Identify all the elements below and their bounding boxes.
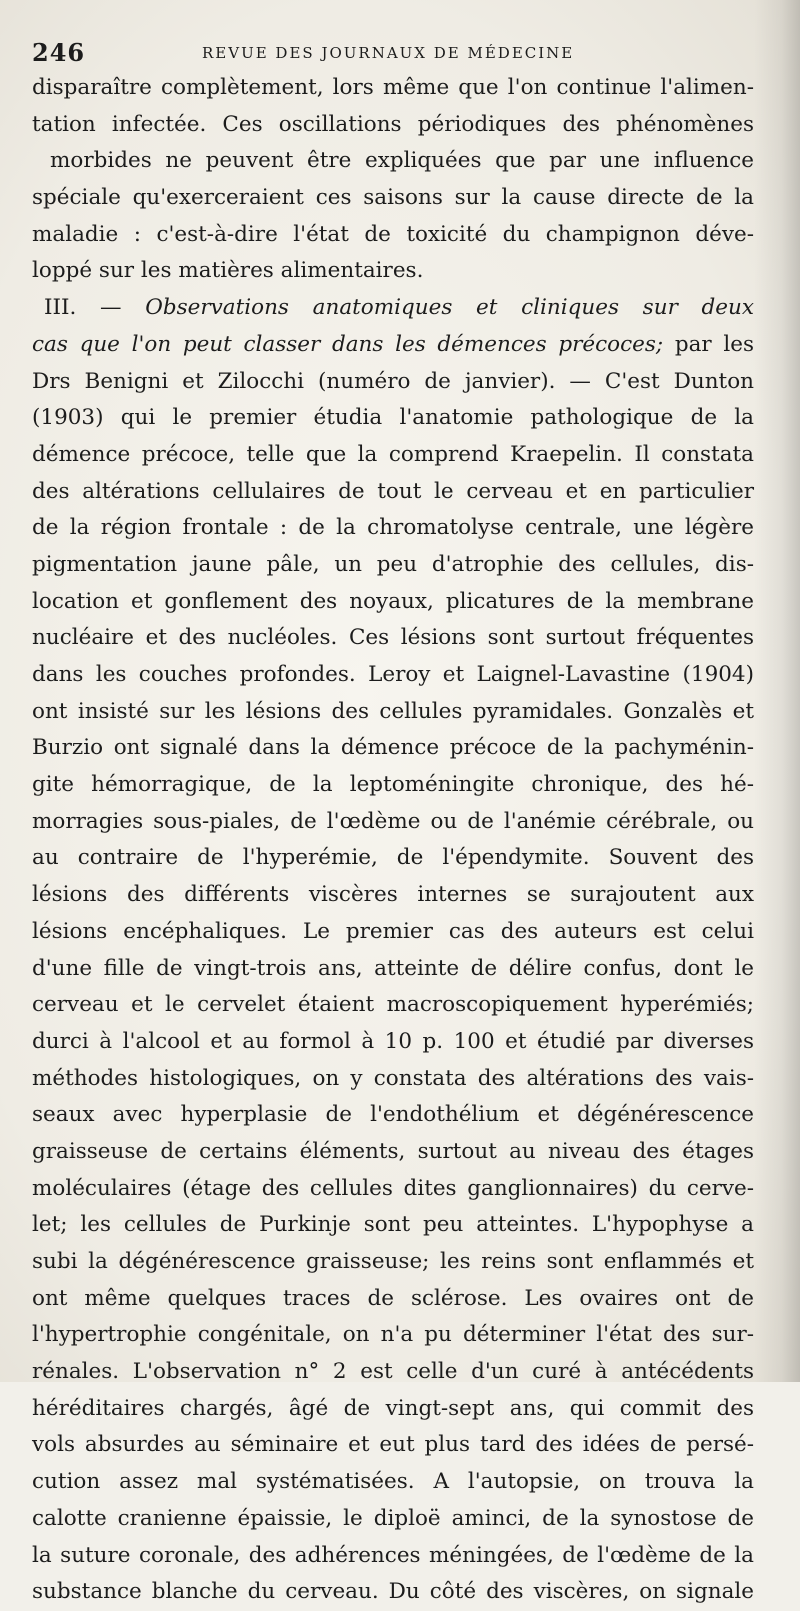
text-line: méthodes histologiques, on y constata des altérations des vais- <box>32 1065 754 1091</box>
text-line: Drs Benigni et Zilocchi (numéro de janvier). — C'est Dunton <box>32 368 754 394</box>
text-line: vols absurdes au séminaire et eut plus tard des idées de persé- <box>32 1432 754 1458</box>
text-line: seaux avec hyperplasie de l'endothélium et dégénérescence <box>32 1102 754 1128</box>
text-line: tation infectée. Ces oscillations périodiques des phénomènes <box>32 111 754 137</box>
text-line: disparaître complètement, lors même que l'on continue l'alimen- <box>32 75 754 100</box>
text-line: d'une fille de vingt-trois ans, atteinte de délire confus, dont le <box>32 955 754 981</box>
text-line: gite hémorragique, de la leptoméningite chronique, des hé- <box>32 772 754 798</box>
text-line: rénales. L'observation n° 2 est celle d'un curé à antécédents <box>32 1359 754 1385</box>
text-line: Burzio ont signalé dans la démence précoce de la pachyménin- <box>32 735 754 761</box>
article-title: Observations anatomiques et cliniques sur deux <box>145 295 754 321</box>
text-line: morragies sous-piales, de l'œdème ou de l'anémie cérébrale, ou <box>32 808 754 834</box>
section-dash: — <box>100 295 122 321</box>
section-heading-line <box>32 290 754 327</box>
text-line: graisseuse de certains éléments, surtout au niveau des étages <box>32 1138 754 1164</box>
text-line: substance blanche du cerveau. Du côté des viscères, on signale <box>32 1579 754 1605</box>
text-line <box>32 327 754 364</box>
text-line: la suture coronale, des adhérences méningées, de l'œdème de la <box>32 1542 754 1568</box>
text-line: (1903) qui le premier étudia l'anatomie pathologique de la <box>32 405 754 431</box>
text-span: par les <box>674 331 754 357</box>
text-line: des altérations cellulaires de tout le cerveau et en particulier <box>32 478 754 504</box>
text-line: nucléaire et des nucléoles. Ces lésions sont surtout fréquentes <box>32 625 754 651</box>
text-line: calotte cranienne épaissie, le diploë aminci, de la synostose de <box>32 1505 754 1531</box>
text-line: héréditaires chargés, âgé de vingt-sept ans, qui commit des <box>32 1395 754 1421</box>
text-line: ont même quelques traces de sclérose. Les ovaires ont de <box>32 1285 754 1311</box>
journal-title: REVUE DES JOURNAUX DE MÉDECINE <box>202 44 575 62</box>
page-gutter-shadow <box>754 0 800 1382</box>
section-numeral: III. <box>44 295 77 321</box>
page-number: 246 <box>32 38 86 67</box>
text-line: l'hypertrophie congénitale, on n'a pu déterminer l'état des sur- <box>32 1322 754 1348</box>
text-line: lésions des différents viscères internes se surajoutent aux <box>32 882 754 908</box>
text-line: démence précoce, telle que la comprend Kraepelin. Il constata <box>32 441 754 467</box>
text-line: location et gonflement des noyaux, plicatures de la membrane <box>32 588 754 614</box>
text-line: loppé sur les matières alimentaires. <box>32 258 424 284</box>
text-line: maladie : c'est-à-dire l'état de toxicité du champignon déve- <box>32 221 754 247</box>
text-line: spéciale qu'exerceraient ces saisons sur la cause directe de la <box>32 185 754 211</box>
text-line: durci à l'alcool et au formol à 10 p. 100 et étudié par diverses <box>32 1028 754 1054</box>
text-line: de la région frontale : de la chromatolyse centrale, une légère <box>32 515 754 541</box>
text-line: ont insisté sur les lésions des cellules pyramidales. Gonzalès et <box>32 698 754 724</box>
text-line: lésions encéphaliques. Le premier cas des auteurs est celui <box>32 918 754 944</box>
article-title-cont: cas que l'on peut classer dans les démences précoces; <box>32 331 664 357</box>
text-line: pigmentation jaune pâle, un peu d'atrophie des cellules, dis- <box>32 551 754 577</box>
text-line: cution assez mal systématisées. A l'autopsie, on trouva la <box>32 1469 754 1495</box>
text-line: cerveau et le cervelet étaient macroscopiquement hyperémiés; <box>32 992 754 1018</box>
text-line: let; les cellules de Purkinje sont peu atteintes. L'hypophyse a <box>32 1212 754 1238</box>
text-line: morbides ne peuvent être expliquées que par une influence <box>50 148 754 174</box>
text-line: subi la dégénérescence graisseuse; les reins sont enflammés et <box>32 1249 754 1274</box>
body-text <box>32 70 754 1611</box>
text-line: dans les couches profondes. Leroy et Laignel-Lavastine (1904) <box>32 662 754 687</box>
running-head <box>32 34 752 67</box>
text-line: au contraire de l'hyperémie, de l'épendymite. Souvent des <box>32 845 754 871</box>
text-line: moléculaires (étage des cellules dites ganglionnaires) du cerve- <box>32 1175 754 1201</box>
